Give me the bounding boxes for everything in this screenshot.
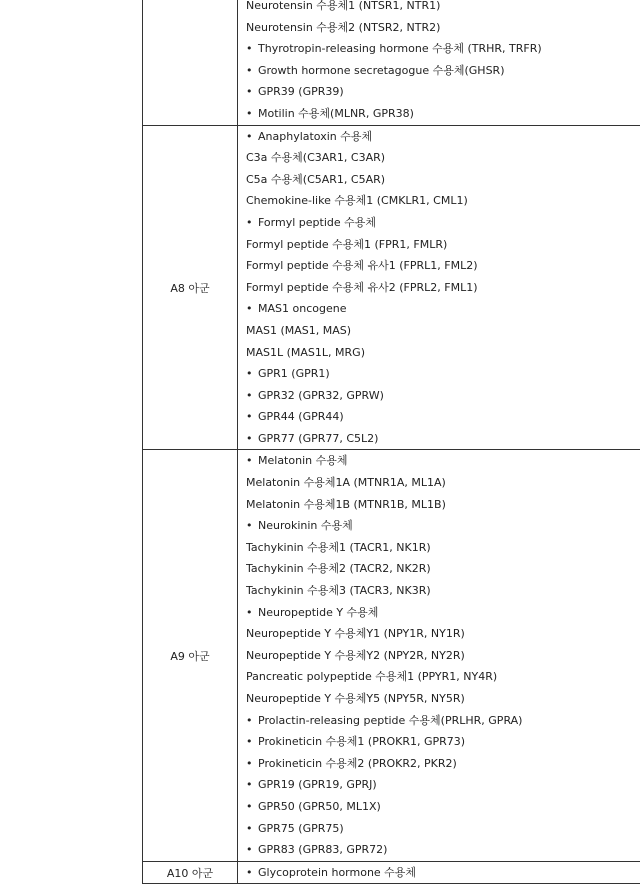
receptor-text: Melatonin 수용체: [258, 454, 347, 467]
receptor-list: [238, 125, 640, 450]
bullet-icon: •: [246, 126, 258, 148]
bullet-icon: •: [246, 753, 258, 775]
receptor-text: GPR39 (GPR39): [258, 85, 344, 98]
receptor-text: GPR83 (GPR83, GPR72): [258, 843, 387, 856]
receptor-group-item: [246, 753, 640, 775]
bullet-icon: •: [246, 731, 258, 753]
bullet-icon: •: [246, 363, 258, 385]
receptor-text: Anaphylatoxin 수용체: [258, 130, 372, 143]
receptor-text: Prokineticin 수용체2 (PROKR2, PKR2): [258, 757, 457, 770]
receptor-group-item: [246, 796, 640, 818]
receptor-item: [246, 645, 640, 667]
bullet-icon: •: [246, 774, 258, 796]
bullet-icon: •: [246, 710, 258, 732]
receptor-group-item: [246, 450, 640, 472]
table-row: [143, 125, 640, 450]
subfamily-label: A10 아군: [143, 861, 238, 884]
bullet-icon: •: [246, 602, 258, 624]
receptor-item: [246, 234, 640, 256]
bullet-icon: •: [246, 298, 258, 320]
receptor-item: [246, 472, 640, 494]
receptor-group-item: [246, 406, 640, 428]
receptor-item: [246, 320, 640, 342]
receptor-group-item: [246, 38, 640, 60]
receptor-group-item: [246, 126, 640, 148]
bullet-icon: •: [246, 81, 258, 103]
receptor-text: Neuropeptide Y 수용체: [258, 606, 378, 619]
bullet-icon: •: [246, 515, 258, 537]
receptor-text: Pancreatic polypeptide 수용체1 (PPYR1, NY4R): [246, 670, 497, 683]
subfamily-label: [143, 0, 238, 125]
receptor-group-item: [246, 839, 640, 861]
receptor-text: Melatonin 수용체1B (MTNR1B, ML1B): [246, 498, 446, 511]
bullet-icon: •: [246, 212, 258, 234]
receptor-item: [246, 277, 640, 299]
receptor-group-item: [246, 60, 640, 82]
receptor-item: [246, 342, 640, 364]
bullet-icon: •: [246, 385, 258, 407]
receptor-text: GPR50 (GPR50, ML1X): [258, 800, 381, 813]
receptor-group-item: [246, 818, 640, 840]
table-row: [143, 861, 640, 884]
receptor-text: Neuropeptide Y 수용체Y2 (NPY2R, NY2R): [246, 649, 465, 662]
receptor-text: Growth hormone secretagogue 수용체(GHSR): [258, 64, 505, 77]
table-row: [143, 450, 640, 861]
receptor-list: [238, 450, 640, 861]
receptor-item: [246, 580, 640, 602]
receptor-item: [246, 666, 640, 688]
receptor-text: GPR77 (GPR77, C5L2): [258, 432, 378, 445]
receptor-item: [246, 558, 640, 580]
receptor-text: Tachykinin 수용체3 (TACR3, NK3R): [246, 584, 431, 597]
receptor-text: Neuropeptide Y 수용체Y5 (NPY5R, NY5R): [246, 692, 465, 705]
receptor-text: GPR44 (GPR44): [258, 410, 344, 423]
receptor-group-item: [246, 212, 640, 234]
receptor-list: [238, 0, 640, 125]
receptor-text: Neurokinin 수용체: [258, 519, 353, 532]
receptor-text: Thyrotropin-releasing hormone 수용체 (TRHR, TRFR): [258, 42, 542, 55]
receptor-text: Formyl peptide 수용체: [258, 216, 376, 229]
bullet-icon: •: [246, 450, 258, 472]
receptor-group-item: [246, 515, 640, 537]
receptor-item: [246, 494, 640, 516]
receptor-text: Neurotensin 수용체2 (NTSR2, NTR2): [246, 21, 440, 34]
receptor-text: Formyl peptide 수용체 유사2 (FPRL2, FML1): [246, 281, 478, 294]
receptor-text: Glycoprotein hormone 수용체: [258, 866, 416, 879]
receptor-text: Prolactin-releasing peptide 수용체(PRLHR, GPRA): [258, 714, 522, 727]
bullet-icon: •: [246, 839, 258, 861]
receptor-text: MAS1L (MAS1L, MRG): [246, 346, 365, 359]
receptor-group-item: [246, 710, 640, 732]
receptor-item: [246, 623, 640, 645]
bullet-icon: •: [246, 38, 258, 60]
receptor-text: GPR19 (GPR19, GPRJ): [258, 778, 377, 791]
receptor-text: C3a 수용체(C3AR1, C3AR): [246, 151, 385, 164]
receptor-text: Tachykinin 수용체2 (TACR2, NK2R): [246, 562, 431, 575]
bullet-icon: •: [246, 406, 258, 428]
receptor-text: MAS1 oncogene: [258, 302, 346, 315]
subfamily-label: A9 아군: [143, 450, 238, 861]
subfamily-label: A8 아군: [143, 125, 238, 450]
bullet-icon: •: [246, 103, 258, 125]
receptor-group-item: [246, 774, 640, 796]
receptor-item: [246, 169, 640, 191]
receptor-group-item: [246, 103, 640, 125]
receptor-text: MAS1 (MAS1, MAS): [246, 324, 351, 337]
receptor-item: [246, 0, 640, 17]
bullet-icon: •: [246, 862, 258, 884]
receptor-text: Tachykinin 수용체1 (TACR1, NK1R): [246, 541, 431, 554]
receptor-text: Chemokine-like 수용체1 (CMKLR1, CML1): [246, 194, 468, 207]
bullet-icon: •: [246, 818, 258, 840]
receptor-text: GPR32 (GPR32, GPRW): [258, 389, 384, 402]
receptor-group-item: [246, 428, 640, 450]
receptor-item: [246, 17, 640, 39]
bullet-icon: •: [246, 428, 258, 450]
receptor-text: C5a 수용체(C5AR1, C5AR): [246, 173, 385, 186]
receptor-text: Melatonin 수용체1A (MTNR1A, ML1A): [246, 476, 446, 489]
receptor-group-item: [246, 385, 640, 407]
receptor-text: Prokineticin 수용체1 (PROKR1, GPR73): [258, 735, 465, 748]
receptor-text: Formyl peptide 수용체1 (FPR1, FMLR): [246, 238, 447, 251]
receptor-text: GPR75 (GPR75): [258, 822, 344, 835]
receptor-text: GPR1 (GPR1): [258, 367, 330, 380]
receptor-text: Motilin 수용체(MLNR, GPR38): [258, 107, 414, 120]
receptor-text: Neuropeptide Y 수용체Y1 (NPY1R, NY1R): [246, 627, 465, 640]
table-row: [143, 0, 640, 125]
bullet-icon: •: [246, 60, 258, 82]
receptor-item: [246, 190, 640, 212]
receptor-group-item: [246, 81, 640, 103]
receptor-list: [238, 861, 640, 884]
receptor-text: Formyl peptide 수용체 유사1 (FPRL1, FML2): [246, 259, 478, 272]
receptor-group-item: [246, 298, 640, 320]
receptor-group-item: [246, 731, 640, 753]
receptor-item: [246, 537, 640, 559]
receptor-item: [246, 255, 640, 277]
receptor-table: [142, 0, 640, 884]
receptor-group-item: [246, 862, 640, 884]
receptor-group-item: [246, 363, 640, 385]
receptor-text: Neurotensin 수용체1 (NTSR1, NTR1): [246, 0, 440, 12]
receptor-group-item: [246, 602, 640, 624]
receptor-item: [246, 688, 640, 710]
receptor-item: [246, 147, 640, 169]
bullet-icon: •: [246, 796, 258, 818]
